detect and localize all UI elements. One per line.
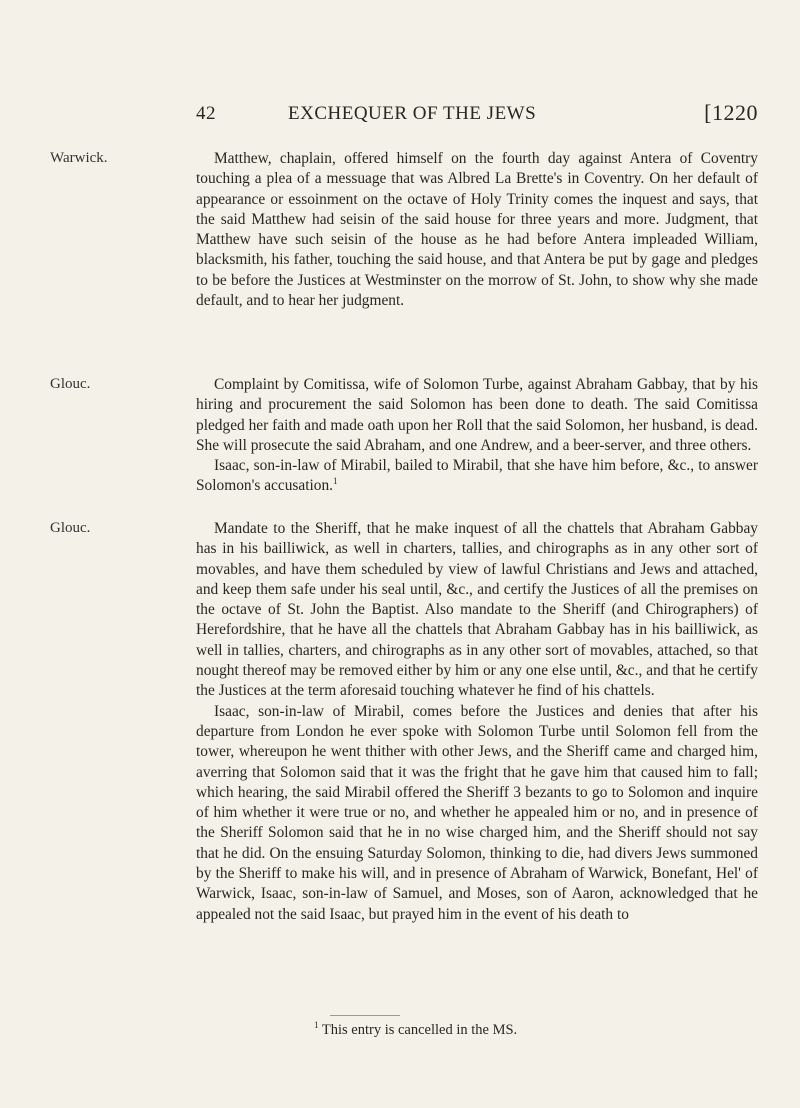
footnote-ref: 1 xyxy=(333,476,338,487)
entry-paragraph-block xyxy=(196,519,758,925)
entry-paragraph-block xyxy=(196,149,758,311)
entry-paragraph xyxy=(196,456,758,497)
entry-paragraph: Matthew, chaplain, offered himself on the fourth day against Antera of Coventry touching a plea of a messuage that was Albred La Brette's in Coventry. On her default of appearance or essoinment on the octave of Holy Trinity comes the inquest and says, that the said Matthew had seisin of the said house for three years and more. Judgment, that Matthew have such seisin of the house as he had before Antera impleaded William, blacksmith, his father, touching the said house, and that Antera be put by gage and pledges to be before the Justices at Westminster on the morrow of St. John, to show why she made default, and to hear her judgment. xyxy=(196,150,758,310)
footnote xyxy=(314,1022,517,1039)
entry-paragraph: Complaint by Comitissa, wife of Solomon Turbe, against Abraham Gabbay, that by his hiring and procurement the said Solomon has been done to death. The said Comitissa pledged her faith and made oath upon her Roll that the said Solomon, her husband, is dead. She will prosecute the said Abraham, and one Andrew, and a beer-server, and three others. xyxy=(196,376,758,454)
footnote-marker: 1 xyxy=(314,1020,319,1031)
entry-paragraph: Mandate to the Sheriff, that he make inquest of all the chattels that Abraham Gabbay has in his bailliwick, as well in charters, tallies, and chirographs as in any other sort of movables, and have them scheduled by view of lawful Christians and Jews and attached, and keep them safe under his seal until, &c., and certify the Justices of all the premises on the octave of St. John the Baptist. Also mandate to the Sheriff (and Chirographers) of Herefordshire, that he have all the chattels that Abraham Gabbay has in his bailliwick, as well in tallies, charters, and chirographs as in any other sort of movables, attached, so that nought thereof may be removed either by him or any one else until, &c., and that he certify the Justices at the term aforesaid touching whatever he find of his chattels. xyxy=(196,520,758,700)
footnote-text: This entry is cancelled in the MS. xyxy=(321,1022,518,1038)
header-year: [1220 xyxy=(704,100,758,125)
entry-paragraph-block xyxy=(196,375,758,497)
entry-paragraph: Isaac, son-in-law of Mirabil, comes before the Justices and denies that after his departure from London he ever spoke with Solomon Turbe until Solomon fell from the tower, whereupon he went thither with other Jews, and the Sheriff came and charged him, averring that Solomon said that it was the fright that he gave him that caused him to fall; which hearing, the said Mirabil offered the Sheriff 3 bezants to go to Solomon and inquire of him whether it were true or no, and whether he appealed him or no, and in presence of the Sheriff Solomon said that he in no wise charged him, and the Sheriff should not say that he did. On the ensuing Saturday Solomon, thinking to die, had divers Jews summoned by the Sheriff to make his will, and in presence of Abraham of Warwick, Bonefant, Hel' of Warwick, Isaac, son-in-law of Samuel, and Moses, son of Aaron, acknowledged that he appealed not the said Isaac, but prayed him in the event of his death to xyxy=(196,702,758,923)
margin-note-county: Warwick. xyxy=(50,150,108,166)
page-title: EXCHEQUER OF THE JEWS xyxy=(288,103,537,124)
margin-note-county: Glouc. xyxy=(50,520,91,536)
entry-paragraph-text: Isaac, son-in-law of Mirabil, bailed to Mirabil, that she have him before, &c., to answer Solomon's accusation. xyxy=(196,457,758,495)
margin-note-county: Glouc. xyxy=(50,376,91,392)
page-number: 42 xyxy=(196,103,216,124)
running-header xyxy=(196,100,758,133)
footnote-divider xyxy=(330,1015,400,1016)
